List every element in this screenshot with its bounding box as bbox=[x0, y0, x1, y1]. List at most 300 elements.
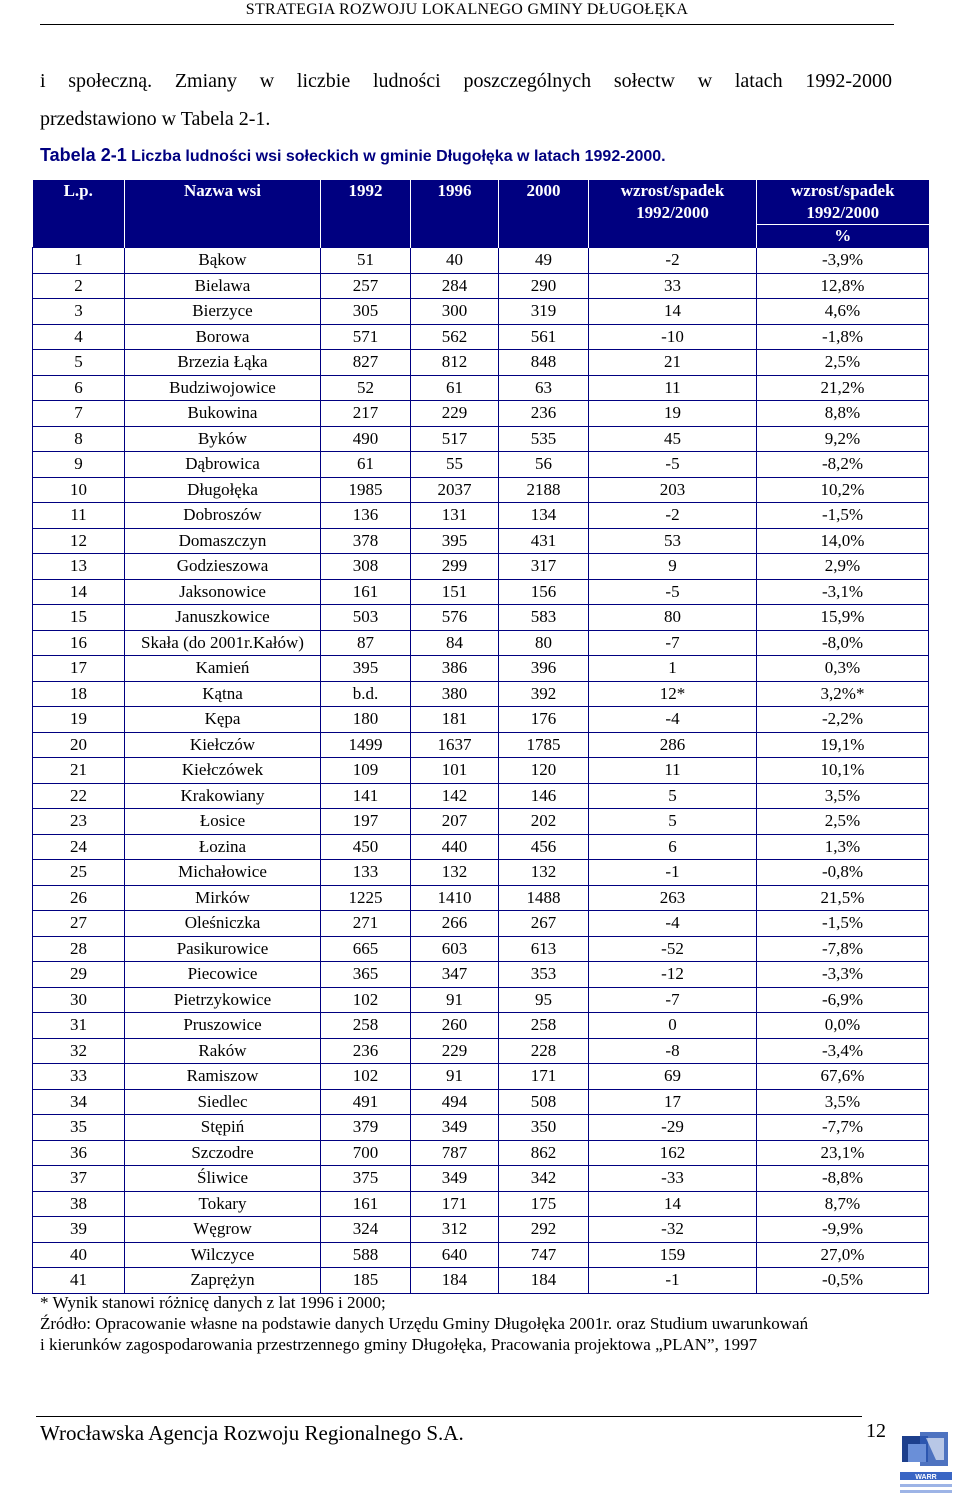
table-row bbox=[33, 783, 929, 809]
cell-change-pct: -6,9% bbox=[757, 987, 929, 1013]
cell-1996: 1410 bbox=[411, 885, 499, 911]
cell-1992: 827 bbox=[321, 350, 411, 376]
cell-change: 0 bbox=[589, 1013, 757, 1039]
intro-paragraph bbox=[40, 62, 892, 138]
cell-1992: 324 bbox=[321, 1217, 411, 1243]
cell-name: Kępa bbox=[125, 707, 321, 733]
cell-1992: 665 bbox=[321, 936, 411, 962]
cell-1992: 450 bbox=[321, 834, 411, 860]
cell-lp: 24 bbox=[33, 834, 125, 860]
cell-1992: 375 bbox=[321, 1166, 411, 1192]
cell-name: Długołęka bbox=[125, 477, 321, 503]
cell-name: Dąbrowica bbox=[125, 452, 321, 478]
cell-2000: 120 bbox=[499, 758, 589, 784]
cell-lp: 7 bbox=[33, 401, 125, 427]
cell-change-pct: 21,5% bbox=[757, 885, 929, 911]
cell-change-pct: 10,1% bbox=[757, 758, 929, 784]
source-line-1: Źródło: Opracowanie własne na podstawie danych Urzędu Gminy Długołęka 2001r. oraz Studium uwarunkowań bbox=[40, 1314, 809, 1333]
cell-lp: 37 bbox=[33, 1166, 125, 1192]
cell-change: 17 bbox=[589, 1089, 757, 1115]
cell-change: -1 bbox=[589, 1268, 757, 1294]
cell-name: Łozina bbox=[125, 834, 321, 860]
table-row bbox=[33, 248, 929, 274]
table-row bbox=[33, 885, 929, 911]
cell-change: 19 bbox=[589, 401, 757, 427]
cell-1996: 386 bbox=[411, 656, 499, 682]
cell-1992: 1985 bbox=[321, 477, 411, 503]
cell-1996: 494 bbox=[411, 1089, 499, 1115]
cell-2000: 267 bbox=[499, 911, 589, 937]
cell-1992: 365 bbox=[321, 962, 411, 988]
cell-change-pct: 23,1% bbox=[757, 1140, 929, 1166]
table-header-row bbox=[33, 180, 929, 248]
cell-1992: 1225 bbox=[321, 885, 411, 911]
cell-change-pct: -1,8% bbox=[757, 324, 929, 350]
cell-1992: 258 bbox=[321, 1013, 411, 1039]
cell-1996: 181 bbox=[411, 707, 499, 733]
cell-lp: 21 bbox=[33, 758, 125, 784]
table-row bbox=[33, 299, 929, 325]
cell-lp: 1 bbox=[33, 248, 125, 274]
cell-lp: 18 bbox=[33, 681, 125, 707]
cell-1992: 271 bbox=[321, 911, 411, 937]
cell-name: Oleśniczka bbox=[125, 911, 321, 937]
table-row bbox=[33, 401, 929, 427]
cell-change-pct: 4,6% bbox=[757, 299, 929, 325]
cell-lp: 13 bbox=[33, 554, 125, 580]
cell-2000: 146 bbox=[499, 783, 589, 809]
cell-1992: 51 bbox=[321, 248, 411, 274]
warr-logo-icon bbox=[900, 1430, 952, 1496]
cell-name: Stępiń bbox=[125, 1115, 321, 1141]
cell-lp: 14 bbox=[33, 579, 125, 605]
cell-lp: 17 bbox=[33, 656, 125, 682]
cell-change: -12 bbox=[589, 962, 757, 988]
cell-lp: 27 bbox=[33, 911, 125, 937]
footer-divider bbox=[36, 1416, 862, 1417]
cell-2000: 292 bbox=[499, 1217, 589, 1243]
cell-1992: 136 bbox=[321, 503, 411, 529]
cell-1992: 102 bbox=[321, 1064, 411, 1090]
table-row bbox=[33, 656, 929, 682]
cell-name: Michałowice bbox=[125, 860, 321, 886]
cell-2000: 431 bbox=[499, 528, 589, 554]
cell-lp: 33 bbox=[33, 1064, 125, 1090]
cell-1996: 91 bbox=[411, 1064, 499, 1090]
cell-2000: 63 bbox=[499, 375, 589, 401]
cell-1992: 491 bbox=[321, 1089, 411, 1115]
cell-name: Skała (do 2001r.Kałów) bbox=[125, 630, 321, 656]
cell-lp: 26 bbox=[33, 885, 125, 911]
cell-lp: 9 bbox=[33, 452, 125, 478]
cell-1996: 299 bbox=[411, 554, 499, 580]
cell-1996: 229 bbox=[411, 1038, 499, 1064]
cell-1996: 349 bbox=[411, 1115, 499, 1141]
cell-1996: 40 bbox=[411, 248, 499, 274]
cell-lp: 8 bbox=[33, 426, 125, 452]
cell-change-pct: 9,2% bbox=[757, 426, 929, 452]
cell-2000: 134 bbox=[499, 503, 589, 529]
cell-name: Bąkow bbox=[125, 248, 321, 274]
cell-2000: 258 bbox=[499, 1013, 589, 1039]
cell-name: Byków bbox=[125, 426, 321, 452]
cell-name: Mirków bbox=[125, 885, 321, 911]
footer-organization: Wrocławska Agencja Rozwoju Regionalnego S.A. bbox=[40, 1421, 464, 1445]
cell-change-pct: -0,5% bbox=[757, 1268, 929, 1294]
cell-2000: 95 bbox=[499, 987, 589, 1013]
cell-change: 33 bbox=[589, 273, 757, 299]
cell-1996: 207 bbox=[411, 809, 499, 835]
cell-2000: 290 bbox=[499, 273, 589, 299]
cell-lp: 34 bbox=[33, 1089, 125, 1115]
cell-name: Godzieszowa bbox=[125, 554, 321, 580]
table-row bbox=[33, 860, 929, 886]
cell-change-pct: -7,8% bbox=[757, 936, 929, 962]
cell-1992: 379 bbox=[321, 1115, 411, 1141]
cell-name: Węgrow bbox=[125, 1217, 321, 1243]
cell-change: 5 bbox=[589, 809, 757, 835]
cell-1996: 380 bbox=[411, 681, 499, 707]
cell-change: 12* bbox=[589, 681, 757, 707]
table-row bbox=[33, 1217, 929, 1243]
cell-change-pct: -1,5% bbox=[757, 911, 929, 937]
population-table bbox=[32, 180, 929, 1294]
cell-1992: 185 bbox=[321, 1268, 411, 1294]
cell-change: -5 bbox=[589, 452, 757, 478]
cell-2000: 392 bbox=[499, 681, 589, 707]
cell-1992: 378 bbox=[321, 528, 411, 554]
table-row bbox=[33, 324, 929, 350]
cell-2000: 176 bbox=[499, 707, 589, 733]
table-row bbox=[33, 579, 929, 605]
table-row bbox=[33, 1166, 929, 1192]
table-row bbox=[33, 962, 929, 988]
header-name: Nazwa wsi bbox=[125, 180, 321, 248]
cell-2000: 132 bbox=[499, 860, 589, 886]
cell-name: Krakowiany bbox=[125, 783, 321, 809]
cell-lp: 28 bbox=[33, 936, 125, 962]
cell-2000: 353 bbox=[499, 962, 589, 988]
cell-change-pct: 3,2%* bbox=[757, 681, 929, 707]
cell-1992: 503 bbox=[321, 605, 411, 631]
cell-2000: 228 bbox=[499, 1038, 589, 1064]
table-row bbox=[33, 1140, 929, 1166]
table-row bbox=[33, 350, 929, 376]
cell-1996: 312 bbox=[411, 1217, 499, 1243]
cell-change-pct: -7,7% bbox=[757, 1115, 929, 1141]
cell-1996: 576 bbox=[411, 605, 499, 631]
cell-lp: 31 bbox=[33, 1013, 125, 1039]
cell-2000: 396 bbox=[499, 656, 589, 682]
cell-2000: 156 bbox=[499, 579, 589, 605]
table-row bbox=[33, 707, 929, 733]
cell-name: Zaprężyn bbox=[125, 1268, 321, 1294]
cell-change: -5 bbox=[589, 579, 757, 605]
cell-1996: 91 bbox=[411, 987, 499, 1013]
cell-name: Śliwice bbox=[125, 1166, 321, 1192]
cell-name: Szczodre bbox=[125, 1140, 321, 1166]
cell-1996: 184 bbox=[411, 1268, 499, 1294]
cell-lp: 2 bbox=[33, 273, 125, 299]
cell-2000: 862 bbox=[499, 1140, 589, 1166]
cell-name: Piecowice bbox=[125, 962, 321, 988]
cell-2000: 319 bbox=[499, 299, 589, 325]
notes bbox=[40, 1292, 920, 1355]
table-row bbox=[33, 375, 929, 401]
cell-1996: 562 bbox=[411, 324, 499, 350]
cell-lp: 23 bbox=[33, 809, 125, 835]
header-lp: L.p. bbox=[33, 180, 125, 248]
cell-change: 69 bbox=[589, 1064, 757, 1090]
cell-1996: 61 bbox=[411, 375, 499, 401]
cell-change: 286 bbox=[589, 732, 757, 758]
cell-change-pct: 2,9% bbox=[757, 554, 929, 580]
cell-change-pct: -3,4% bbox=[757, 1038, 929, 1064]
intro-line-2: przedstawiono w Tabela 2-1. bbox=[40, 108, 271, 130]
cell-change: -1 bbox=[589, 860, 757, 886]
cell-2000: 342 bbox=[499, 1166, 589, 1192]
table-row bbox=[33, 936, 929, 962]
table-row bbox=[33, 1089, 929, 1115]
cell-1996: 349 bbox=[411, 1166, 499, 1192]
table-row bbox=[33, 911, 929, 937]
cell-2000: 56 bbox=[499, 452, 589, 478]
cell-2000: 171 bbox=[499, 1064, 589, 1090]
cell-1996: 171 bbox=[411, 1191, 499, 1217]
cell-1996: 229 bbox=[411, 401, 499, 427]
cell-1996: 812 bbox=[411, 350, 499, 376]
cell-change: 11 bbox=[589, 758, 757, 784]
cell-change: -32 bbox=[589, 1217, 757, 1243]
cell-change: 6 bbox=[589, 834, 757, 860]
table-row bbox=[33, 1242, 929, 1268]
cell-1992: 395 bbox=[321, 656, 411, 682]
cell-lp: 11 bbox=[33, 503, 125, 529]
cell-change-pct: -8,8% bbox=[757, 1166, 929, 1192]
cell-change-pct: 0,0% bbox=[757, 1013, 929, 1039]
cell-1996: 300 bbox=[411, 299, 499, 325]
cell-lp: 39 bbox=[33, 1217, 125, 1243]
cell-1992: 588 bbox=[321, 1242, 411, 1268]
cell-lp: 22 bbox=[33, 783, 125, 809]
cell-name: Borowa bbox=[125, 324, 321, 350]
cell-1992: 1499 bbox=[321, 732, 411, 758]
cell-change: 5 bbox=[589, 783, 757, 809]
cell-1996: 440 bbox=[411, 834, 499, 860]
cell-name: Ramiszow bbox=[125, 1064, 321, 1090]
cell-name: Januszkowice bbox=[125, 605, 321, 631]
cell-lp: 36 bbox=[33, 1140, 125, 1166]
cell-1992: 308 bbox=[321, 554, 411, 580]
cell-change-pct: 14,0% bbox=[757, 528, 929, 554]
cell-2000: 2188 bbox=[499, 477, 589, 503]
cell-change-pct: 19,1% bbox=[757, 732, 929, 758]
cell-name: Pasikurowice bbox=[125, 936, 321, 962]
cell-change-pct: -9,9% bbox=[757, 1217, 929, 1243]
cell-name: Pietrzykowice bbox=[125, 987, 321, 1013]
cell-change-pct: 8,7% bbox=[757, 1191, 929, 1217]
cell-2000: 848 bbox=[499, 350, 589, 376]
table-row bbox=[33, 426, 929, 452]
cell-change: 1 bbox=[589, 656, 757, 682]
cell-2000: 236 bbox=[499, 401, 589, 427]
cell-name: Jaksonowice bbox=[125, 579, 321, 605]
cell-change-pct: 67,6% bbox=[757, 1064, 929, 1090]
cell-change: -2 bbox=[589, 503, 757, 529]
cell-name: Bielawa bbox=[125, 273, 321, 299]
cell-change: 45 bbox=[589, 426, 757, 452]
cell-lp: 12 bbox=[33, 528, 125, 554]
cell-change-pct: -3,1% bbox=[757, 579, 929, 605]
cell-name: Kiełczówek bbox=[125, 758, 321, 784]
cell-lp: 4 bbox=[33, 324, 125, 350]
table-row bbox=[33, 809, 929, 835]
cell-1996: 151 bbox=[411, 579, 499, 605]
cell-1992: 180 bbox=[321, 707, 411, 733]
cell-2000: 49 bbox=[499, 248, 589, 274]
cell-change-pct: -8,2% bbox=[757, 452, 929, 478]
cell-1992: 257 bbox=[321, 273, 411, 299]
cell-change: 162 bbox=[589, 1140, 757, 1166]
source-line-2: i kierunków zagospodarowania przestrzennego gminy Długołęka, Pracowania projektowa „PLAN”, 1997 bbox=[40, 1335, 758, 1354]
cell-2000: 350 bbox=[499, 1115, 589, 1141]
cell-lp: 40 bbox=[33, 1242, 125, 1268]
cell-name: Bierzyce bbox=[125, 299, 321, 325]
cell-change: 53 bbox=[589, 528, 757, 554]
cell-1996: 142 bbox=[411, 783, 499, 809]
cell-1992: 161 bbox=[321, 1191, 411, 1217]
table-caption-number: Tabela 2-1 bbox=[40, 145, 127, 165]
cell-lp: 16 bbox=[33, 630, 125, 656]
cell-1996: 347 bbox=[411, 962, 499, 988]
cell-lp: 15 bbox=[33, 605, 125, 631]
cell-name: Siedlec bbox=[125, 1089, 321, 1115]
table-row bbox=[33, 630, 929, 656]
cell-change: -7 bbox=[589, 987, 757, 1013]
cell-change-pct: 21,2% bbox=[757, 375, 929, 401]
cell-2000: 1488 bbox=[499, 885, 589, 911]
cell-1992: 141 bbox=[321, 783, 411, 809]
cell-lp: 32 bbox=[33, 1038, 125, 1064]
table-row bbox=[33, 554, 929, 580]
cell-1996: 1637 bbox=[411, 732, 499, 758]
cell-2000: 508 bbox=[499, 1089, 589, 1115]
cell-1992: 571 bbox=[321, 324, 411, 350]
cell-change: -52 bbox=[589, 936, 757, 962]
cell-1992: 700 bbox=[321, 1140, 411, 1166]
cell-lp: 38 bbox=[33, 1191, 125, 1217]
cell-change: 203 bbox=[589, 477, 757, 503]
cell-change: -29 bbox=[589, 1115, 757, 1141]
cell-change-pct: 1,3% bbox=[757, 834, 929, 860]
running-header: STRATEGIA ROZWOJU LOKALNEGO GMINY DŁUGOŁĘKA bbox=[40, 0, 894, 25]
cell-2000: 80 bbox=[499, 630, 589, 656]
cell-name: Domaszczyn bbox=[125, 528, 321, 554]
header-change: wzrost/spadek 1992/2000 bbox=[589, 180, 757, 248]
cell-change-pct: -0,8% bbox=[757, 860, 929, 886]
cell-1992: 61 bbox=[321, 452, 411, 478]
cell-change-pct: 3,5% bbox=[757, 783, 929, 809]
table-body bbox=[33, 248, 929, 1294]
cell-change-pct: -8,0% bbox=[757, 630, 929, 656]
cell-change: -8 bbox=[589, 1038, 757, 1064]
cell-2000: 747 bbox=[499, 1242, 589, 1268]
cell-change: -7 bbox=[589, 630, 757, 656]
cell-1996: 84 bbox=[411, 630, 499, 656]
cell-lp: 5 bbox=[33, 350, 125, 376]
cell-name: Kamień bbox=[125, 656, 321, 682]
page-number: 12 bbox=[866, 1420, 886, 1442]
cell-1992: 490 bbox=[321, 426, 411, 452]
cell-name: Raków bbox=[125, 1038, 321, 1064]
cell-lp: 19 bbox=[33, 707, 125, 733]
cell-1992: 133 bbox=[321, 860, 411, 886]
cell-1996: 517 bbox=[411, 426, 499, 452]
cell-1996: 132 bbox=[411, 860, 499, 886]
cell-name: Brzezia Łąka bbox=[125, 350, 321, 376]
cell-change: 11 bbox=[589, 375, 757, 401]
cell-change: -10 bbox=[589, 324, 757, 350]
table-row bbox=[33, 758, 929, 784]
cell-lp: 6 bbox=[33, 375, 125, 401]
cell-lp: 35 bbox=[33, 1115, 125, 1141]
cell-change-pct: 10,2% bbox=[757, 477, 929, 503]
table-caption-text: Liczba ludności wsi sołeckich w gminie Długołęka w latach 1992-2000. bbox=[131, 148, 666, 165]
cell-1992: b.d. bbox=[321, 681, 411, 707]
cell-change-pct: 8,8% bbox=[757, 401, 929, 427]
cell-1992: 102 bbox=[321, 987, 411, 1013]
cell-lp: 30 bbox=[33, 987, 125, 1013]
cell-1992: 236 bbox=[321, 1038, 411, 1064]
cell-1992: 161 bbox=[321, 579, 411, 605]
cell-change: 21 bbox=[589, 350, 757, 376]
cell-change-pct: -3,3% bbox=[757, 962, 929, 988]
cell-name: Pruszowice bbox=[125, 1013, 321, 1039]
cell-name: Łosice bbox=[125, 809, 321, 835]
cell-change-pct: -3,9% bbox=[757, 248, 929, 274]
cell-change-pct: -2,2% bbox=[757, 707, 929, 733]
cell-change: -33 bbox=[589, 1166, 757, 1192]
table-row bbox=[33, 1064, 929, 1090]
cell-2000: 561 bbox=[499, 324, 589, 350]
cell-2000: 613 bbox=[499, 936, 589, 962]
footnote: * Wynik stanowi różnicę danych z lat 1996 i 2000; bbox=[40, 1293, 386, 1312]
cell-lp: 20 bbox=[33, 732, 125, 758]
cell-name: Dobroszów bbox=[125, 503, 321, 529]
cell-change-pct: 27,0% bbox=[757, 1242, 929, 1268]
cell-2000: 535 bbox=[499, 426, 589, 452]
cell-lp: 10 bbox=[33, 477, 125, 503]
cell-1992: 52 bbox=[321, 375, 411, 401]
cell-change-pct: 2,5% bbox=[757, 809, 929, 835]
cell-1996: 101 bbox=[411, 758, 499, 784]
table-row bbox=[33, 273, 929, 299]
cell-change: -4 bbox=[589, 707, 757, 733]
cell-lp: 29 bbox=[33, 962, 125, 988]
cell-lp: 25 bbox=[33, 860, 125, 886]
table-row bbox=[33, 681, 929, 707]
cell-change: 263 bbox=[589, 885, 757, 911]
table-row bbox=[33, 987, 929, 1013]
table-row bbox=[33, 1038, 929, 1064]
table-row bbox=[33, 1115, 929, 1141]
cell-change: -4 bbox=[589, 911, 757, 937]
cell-1996: 260 bbox=[411, 1013, 499, 1039]
table-row bbox=[33, 605, 929, 631]
header-change-pct bbox=[757, 180, 929, 248]
cell-2000: 317 bbox=[499, 554, 589, 580]
table-row bbox=[33, 1268, 929, 1294]
